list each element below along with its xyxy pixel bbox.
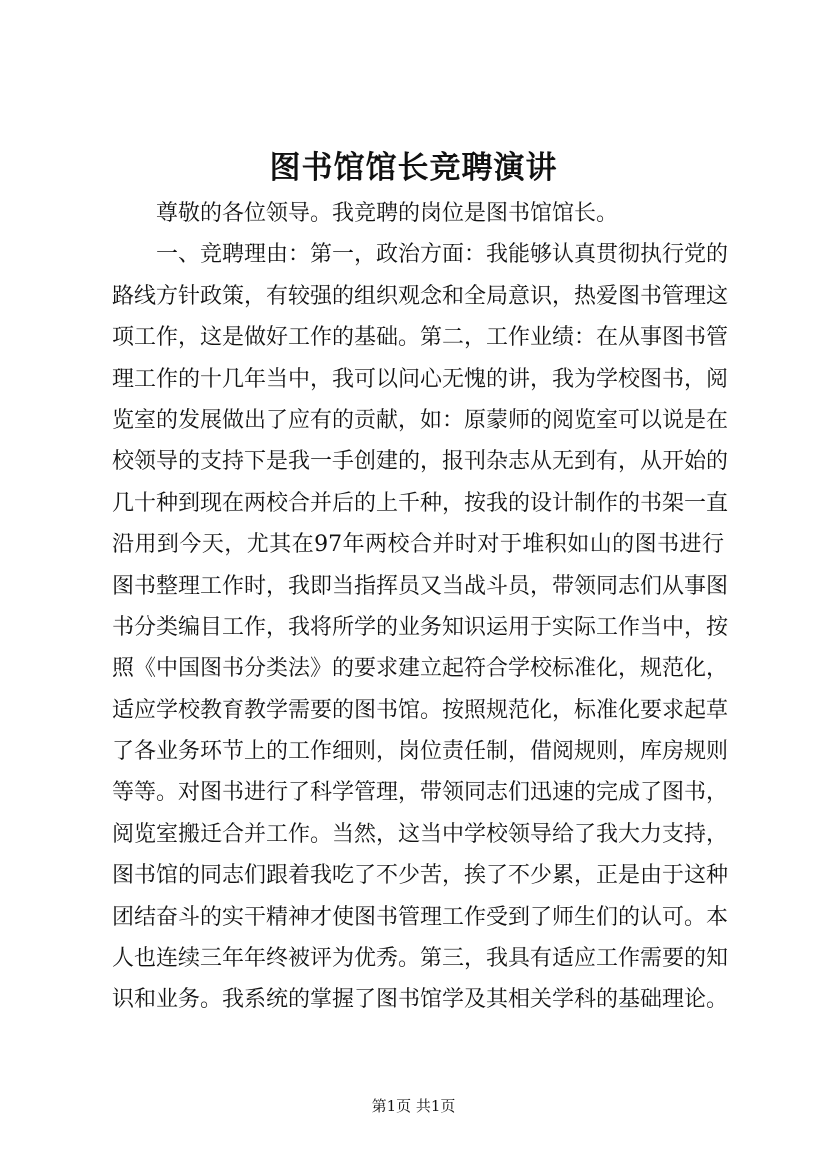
page-number: 第1页 共1页 (371, 1097, 456, 1115)
body-line: 识和业务。我系统的掌握了图书馆学及其相关学科的基础理论。 (112, 987, 729, 1013)
document-body (112, 193, 729, 1021)
body-line: 图书整理工作时，我即当指挥员又当战斗员，带领同志们从事图 (112, 573, 729, 599)
body-line: 一、竞聘理由：第一，政治方面：我能够认真贯彻执行党的 (156, 242, 729, 268)
body-line: 校领导的支持下是我一手创建的，报刊杂志从无到有，从开始的 (112, 449, 729, 475)
body-line: 路线方针政策，有较强的组织观念和全局意识，热爱图书管理这 (112, 283, 729, 309)
body-line: 尊敬的各位领导。我竞聘的岗位是图书馆馆长。 (156, 201, 619, 226)
body-line: 了各业务环节上的工作细则，岗位责任制，借阅规则，库房规则 (112, 739, 729, 765)
body-line: 图书馆的同志们跟着我吃了不少苦，挨了不少累，正是由于这种 (112, 863, 729, 889)
document-title: 图书馆馆长竞聘演讲 (269, 150, 558, 186)
body-line: 适应学校教育教学需要的图书馆。按照规范化，标准化要求起草 (112, 697, 729, 723)
body-line: 项工作，这是做好工作的基础。第二，工作业绩：在从事图书管 (112, 325, 729, 351)
body-line: 理工作的十几年当中，我可以问心无愧的讲，我为学校图书，阅 (112, 366, 729, 392)
body-line: 等等。对图书进行了科学管理，带领同志们迅速的完成了图书， (112, 780, 729, 806)
body-line: 人也连续三年年终被评为优秀。第三，我具有适应工作需要的知 (112, 946, 729, 972)
body-line: 团结奋斗的实干精神才使图书管理工作受到了师生们的认可。本 (112, 904, 729, 930)
body-line: 照《中国图书分类法》的要求建立起符合学校标准化，规范化， (112, 656, 729, 682)
body-line: 书分类编目工作，我将所学的业务知识运用于实际工作当中，按 (112, 614, 729, 640)
body-line: 沿用到今天，尤其在97年两校合并时对于堆积如山的图书进行 (112, 532, 724, 558)
body-line: 阅览室搬迁合并工作。当然，这当中学校领导给了我大力支持， (112, 821, 729, 847)
body-line: 览室的发展做出了应有的贡献，如：原蒙师的阅览室可以说是在 (112, 407, 729, 433)
body-line: 几十种到现在两校合并后的上千种，按我的设计制作的书架一直 (112, 490, 729, 516)
